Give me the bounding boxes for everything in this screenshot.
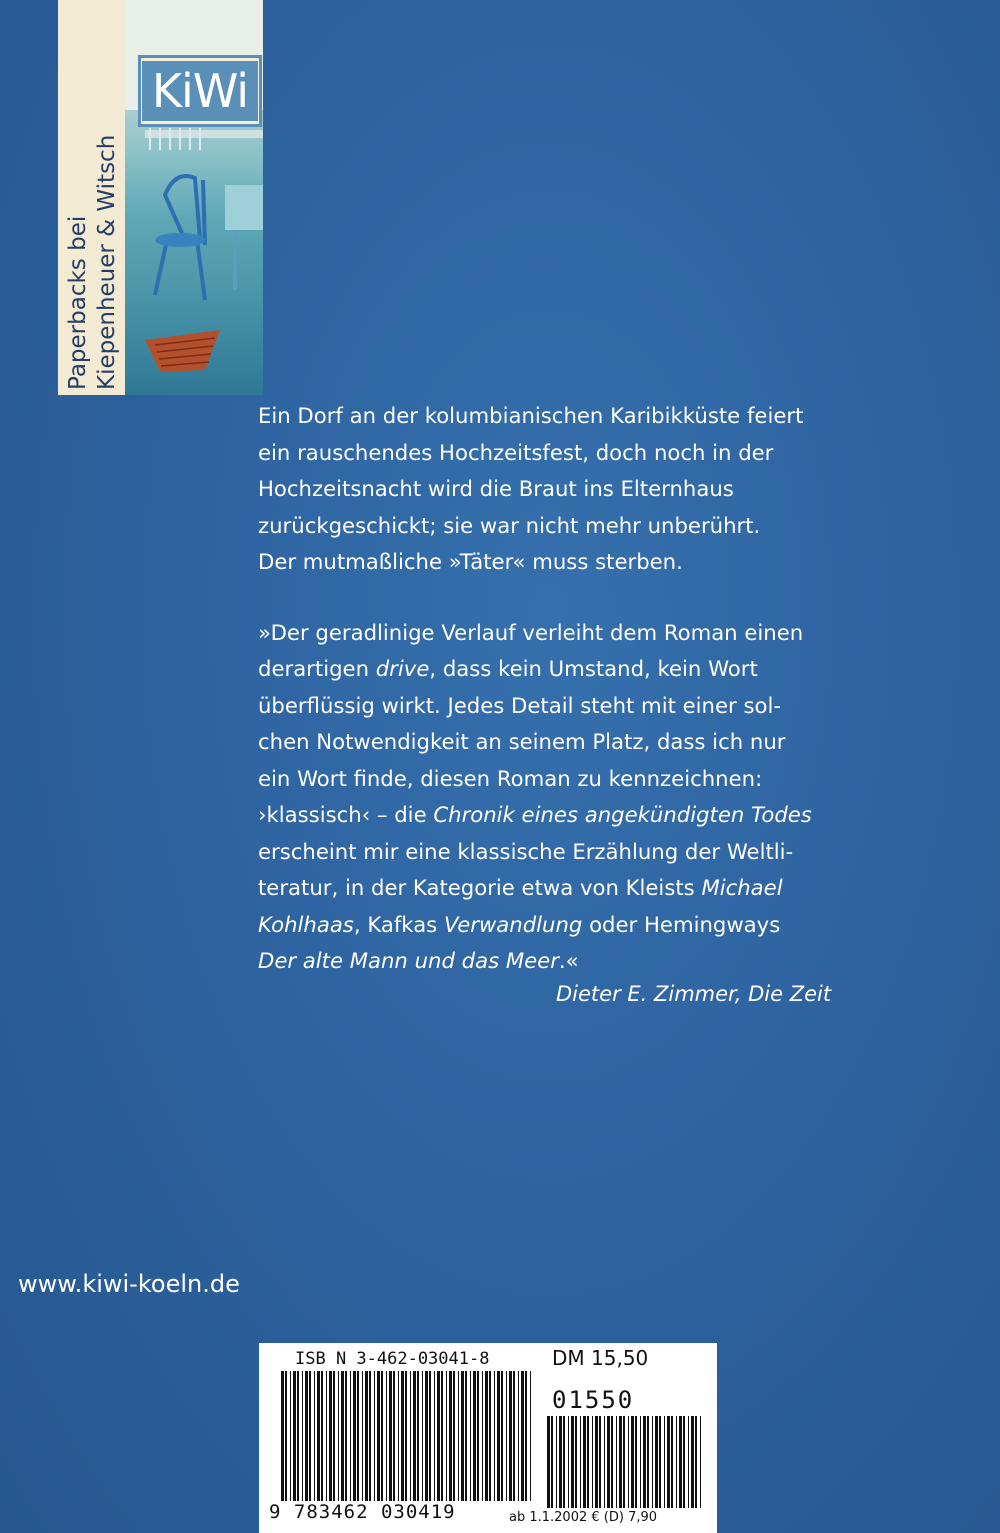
barcode-bar [374,1371,375,1501]
barcode-bar [326,1371,327,1501]
barcode-bar [293,1371,296,1501]
barcode-bar [695,1416,697,1508]
quote-line: überflüssig wirkt. Jedes Detail steht mit einer sol- [258,692,781,718]
barcode-bar [341,1371,344,1501]
barcode-bar [389,1371,392,1501]
barcode-bar [473,1371,476,1501]
barcode-bar [422,1371,423,1501]
barcode-label [259,1343,717,1533]
barcode-bar [631,1416,634,1508]
barcode-bar [317,1371,320,1501]
kiwi-logo [138,55,262,127]
barcode-bar [410,1371,411,1501]
barcode-bar [583,1416,586,1508]
barcode-bar [652,1416,653,1508]
quote-line: teratur, in der Kategorie etwa von Kleists Michael [258,875,783,900]
barcode-bar [628,1416,629,1508]
barcode-bar [676,1416,677,1508]
ean-barcode [281,1371,536,1501]
barcode-bar [465,1371,467,1501]
quote-line: ›klassisch‹ – die Chronik eines angekündigten Todes [258,802,812,827]
barcode-bar [405,1371,407,1501]
barcode-bar [309,1371,311,1501]
blurb [258,398,878,980]
barcode-bar [599,1416,601,1508]
price-code: 01550 [552,1386,635,1414]
barcode-bar [559,1416,562,1508]
barcode-bar [302,1371,303,1501]
barcode-bar [643,1416,646,1508]
barcode-bar [568,1416,569,1508]
barcode-bar [350,1371,351,1501]
barcode-bar [329,1371,332,1501]
quote-line: derartigen drive, dass kein Umstand, kein Wort [258,656,758,681]
barcode-bar [683,1416,685,1508]
barcode-bar [369,1371,371,1501]
barcode-bar [679,1416,682,1508]
barcode-bar [619,1416,622,1508]
barcode-bar [449,1371,452,1501]
barcode-bar [616,1416,617,1508]
barcode-bar [290,1371,291,1501]
barcode-bar [623,1416,625,1508]
barcode-bar [281,1371,284,1501]
quote-line: Kohlhaas, Kafkas Verwandlung oder Hemingways [258,911,781,937]
ean-digits: 9 783462 030419 [269,1501,456,1523]
barcode-bar [461,1371,464,1501]
barcode-bar [611,1416,613,1508]
synopsis-line: ein rauschendes Hochzeitsfest, doch noch in der [258,439,774,465]
quote-line: chen Notwendigkeit an seinem Platz, dass ich nur [258,729,786,754]
barcode-bar [285,1371,287,1501]
review-quote [258,615,878,980]
barcode-bar [592,1416,593,1508]
barcode-bar [434,1371,435,1501]
website-link[interactable]: www.kiwi-koeln.de [18,1270,240,1298]
barcode-bar [470,1371,471,1501]
barcode-bar [587,1416,589,1508]
barcode-bar [640,1416,641,1508]
synopsis-paragraph [258,398,878,581]
barcode-bar [437,1371,440,1501]
barcode-bar [357,1371,359,1501]
barcode-bar [377,1371,380,1501]
quote-line: »Der geradlinige Verlauf verleiht dem Roman einen [258,619,804,645]
barcode-bar [563,1416,565,1508]
synopsis-line: zurückgeschickt; sie war nicht mehr unberührt. [258,512,761,538]
barcode-bar [321,1371,323,1501]
barcode-bar [458,1371,459,1501]
barcode-bar [489,1371,491,1501]
barcode-bar [393,1371,395,1501]
barcode-bar [345,1371,347,1501]
barcode-bar [494,1371,495,1501]
barcode-bar [446,1371,447,1501]
barcode-bar [425,1371,428,1501]
barcode-bar [513,1371,515,1501]
barcode-bar [575,1416,577,1508]
spine-publisher [58,0,125,395]
price-dm: DM 15,50 [552,1346,649,1370]
barcode-bar [386,1371,387,1501]
barcode-bar [429,1371,431,1501]
barcode-bar [607,1416,610,1508]
barcode-bar [381,1371,383,1501]
barcode-bar [556,1416,557,1508]
barcode-bar [518,1371,519,1501]
barcode-bar [362,1371,363,1501]
synopsis-line: Der mutmaßliche »Täter« muss sterben. [258,549,683,574]
synopsis-line: Hochzeitsnacht wird die Braut ins Elternhaus [258,476,734,501]
quote-author: Dieter E. Zimmer, Die Zeit [556,982,832,1006]
barcode-bar [688,1416,689,1508]
price-euro: ab 1.1.2002 € (D) 7,90 [509,1510,658,1525]
barcode-bar [580,1416,581,1508]
synopsis-line: Ein Dorf an der kolumbianischen Karibikküste feiert [258,403,804,428]
barcode-bar [477,1371,479,1501]
publisher-line-1: Paperbacks bei [65,215,91,390]
barcode-bar [353,1371,356,1501]
barcode-bar [338,1371,339,1501]
barcode-bar [401,1371,404,1501]
barcode-bar [485,1371,488,1501]
barcode-bar [305,1371,308,1501]
publisher-line-2: Kiepenheuer & Witsch [94,134,120,390]
barcode-bar [664,1416,665,1508]
barcode-bar [595,1416,598,1508]
barcode-bar [398,1371,399,1501]
quote-line: erscheint mir eine klassische Erzählung der Weltli- [258,838,794,864]
barcode-bar [482,1371,483,1501]
barcode-bar [635,1416,637,1508]
barcode-bar [667,1416,670,1508]
barcode-bar [453,1371,455,1501]
barcode-bar [551,1416,553,1508]
price-barcode [547,1416,705,1508]
barcode-bar [655,1416,658,1508]
barcode-bar [417,1371,419,1501]
barcode-bar [413,1371,416,1501]
barcode-bar [297,1371,299,1501]
barcode-bar [647,1416,649,1508]
barcode-bar [530,1371,531,1501]
barcode-bar [571,1416,574,1508]
barcode-bar [604,1416,605,1508]
barcode-bar [525,1371,527,1501]
barcode-bar [521,1371,524,1501]
isbn-text: ISB N 3-462-03041-8 [295,1349,490,1369]
quote-line: Der alte Mann und das Meer.« [258,948,579,973]
barcode-bar [691,1416,694,1508]
barcode-bar [671,1416,673,1508]
quote-line: ein Wort finde, diesen Roman zu kennzeichnen: [258,765,763,791]
barcode-bar [333,1371,335,1501]
barcode-bar [509,1371,512,1501]
barcode-bar [314,1371,315,1501]
barcode-bar [441,1371,443,1501]
barcode-bar [547,1416,550,1508]
barcode-bar [700,1416,701,1508]
barcode-bar [365,1371,368,1501]
barcode-bar [506,1371,507,1501]
barcode-bar [501,1371,503,1501]
barcode-bar [497,1371,500,1501]
logo-text: KiWi [142,61,258,121]
barcode-bar [659,1416,661,1508]
